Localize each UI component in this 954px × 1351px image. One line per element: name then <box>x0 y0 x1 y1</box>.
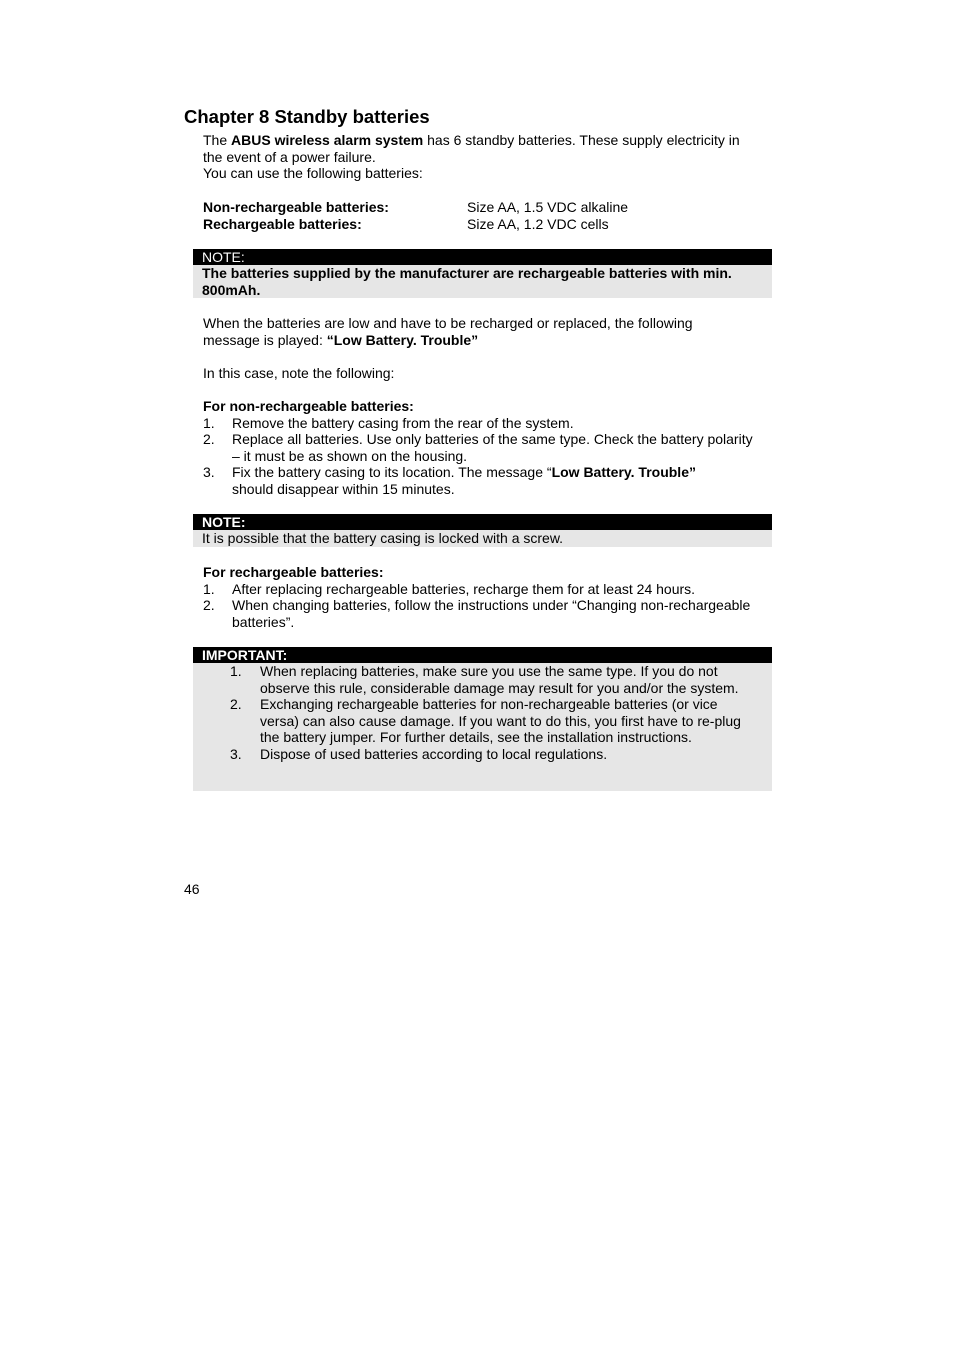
list-text: Exchanging rechargeable batteries for non-rechargeable batteries (or vice <box>260 696 718 712</box>
list-number: 2. <box>203 597 215 613</box>
in-this-case-text: In this case, note the following: <box>203 365 395 381</box>
list-number: 1. <box>230 663 242 679</box>
battery-row <box>203 199 763 216</box>
battery-row <box>203 216 763 233</box>
section-heading: For rechargeable batteries: <box>203 564 384 580</box>
list-item <box>230 746 765 763</box>
important-header: IMPORTANT: <box>193 647 772 663</box>
intro-the: The <box>203 132 232 148</box>
low-battery-line-1: When the batteries are low and have to be recharged or replaced, the following <box>203 315 693 331</box>
intro-paragraph <box>203 132 773 182</box>
note-body <box>193 265 772 298</box>
page-number: 46 <box>184 881 200 897</box>
list-text: After replacing rechargeable batteries, recharge them for at least 24 hours. <box>232 580 696 597</box>
non-rechargeable-section <box>203 398 773 497</box>
battery-value: Size AA, 1.2 VDC cells <box>467 215 609 232</box>
note-box-2 <box>193 514 772 547</box>
note-body: It is possible that the battery casing is locked with a screw. <box>193 530 772 547</box>
list-text: observe this rule, considerable damage may result for you and/or the system. <box>260 679 739 696</box>
battery-table <box>203 199 763 232</box>
list-text: versa) can also cause damage. If you want to do this, you first have to re-plug <box>260 712 741 729</box>
rechargeable-section <box>203 564 773 630</box>
list-item <box>203 431 773 464</box>
note-line: The batteries supplied by the manufacturer are rechargeable batteries with min. <box>202 265 732 281</box>
battery-label: Rechargeable batteries: <box>203 215 362 232</box>
intro-line-3: You can use the following batteries: <box>203 165 423 181</box>
list-text: Fix the battery casing to its location. The message “ <box>232 464 552 480</box>
note-line: 800mAh. <box>202 281 261 298</box>
low-battery-message: “Low Battery. Trouble” <box>326 331 479 348</box>
note-box-1 <box>193 249 772 298</box>
list-text: should disappear within 15 minutes. <box>232 480 455 497</box>
important-body <box>193 663 772 791</box>
list-text: – it must be as shown on the housing. <box>232 447 468 464</box>
low-battery-paragraph <box>203 315 773 348</box>
note-header: NOTE: <box>193 249 772 265</box>
list-item <box>203 415 773 432</box>
list-text: Remove the battery casing from the rear of the system. <box>232 414 574 431</box>
list-text: batteries”. <box>232 613 295 630</box>
list-text: Replace all batteries. Use only batteries of the same type. Check the battery polarity <box>232 431 753 447</box>
list-item <box>230 663 765 696</box>
important-box <box>193 647 772 791</box>
list-text: When replacing batteries, make sure you use the same type. If you do not <box>260 663 718 679</box>
intro-rest: has 6 standby batteries. These supply electricity in <box>423 132 740 148</box>
intro-line-2: the event of a power failure. <box>203 148 376 165</box>
list-number: 1. <box>203 580 215 597</box>
note-header: NOTE: <box>193 514 772 530</box>
list-item <box>203 597 773 630</box>
list-number: 3. <box>230 745 242 762</box>
list-text: the battery jumper. For further details, see the installation instructions. <box>260 729 692 745</box>
list-number: 1. <box>203 414 215 431</box>
list-item <box>203 581 773 598</box>
section-heading: For non-rechargeable batteries: <box>203 398 414 414</box>
list-number: 2. <box>230 696 242 712</box>
list-number: 2. <box>203 431 215 447</box>
list-item <box>230 696 765 746</box>
battery-value: Size AA, 1.5 VDC alkaline <box>467 199 629 215</box>
list-text: Dispose of used batteries according to local regulations. <box>260 745 608 762</box>
list-item <box>203 464 773 497</box>
chapter-title: Chapter 8 Standby batteries <box>184 106 430 127</box>
low-battery-line-2: message is played: <box>203 331 327 348</box>
list-text-bold: Low Battery. Trouble” <box>551 464 696 480</box>
list-number: 3. <box>203 464 215 480</box>
list-text: When changing batteries, follow the instructions under “Changing non-rechargeable <box>232 597 751 613</box>
brand-name: ABUS wireless alarm system <box>231 132 424 148</box>
battery-label: Non-rechargeable batteries: <box>203 199 389 215</box>
